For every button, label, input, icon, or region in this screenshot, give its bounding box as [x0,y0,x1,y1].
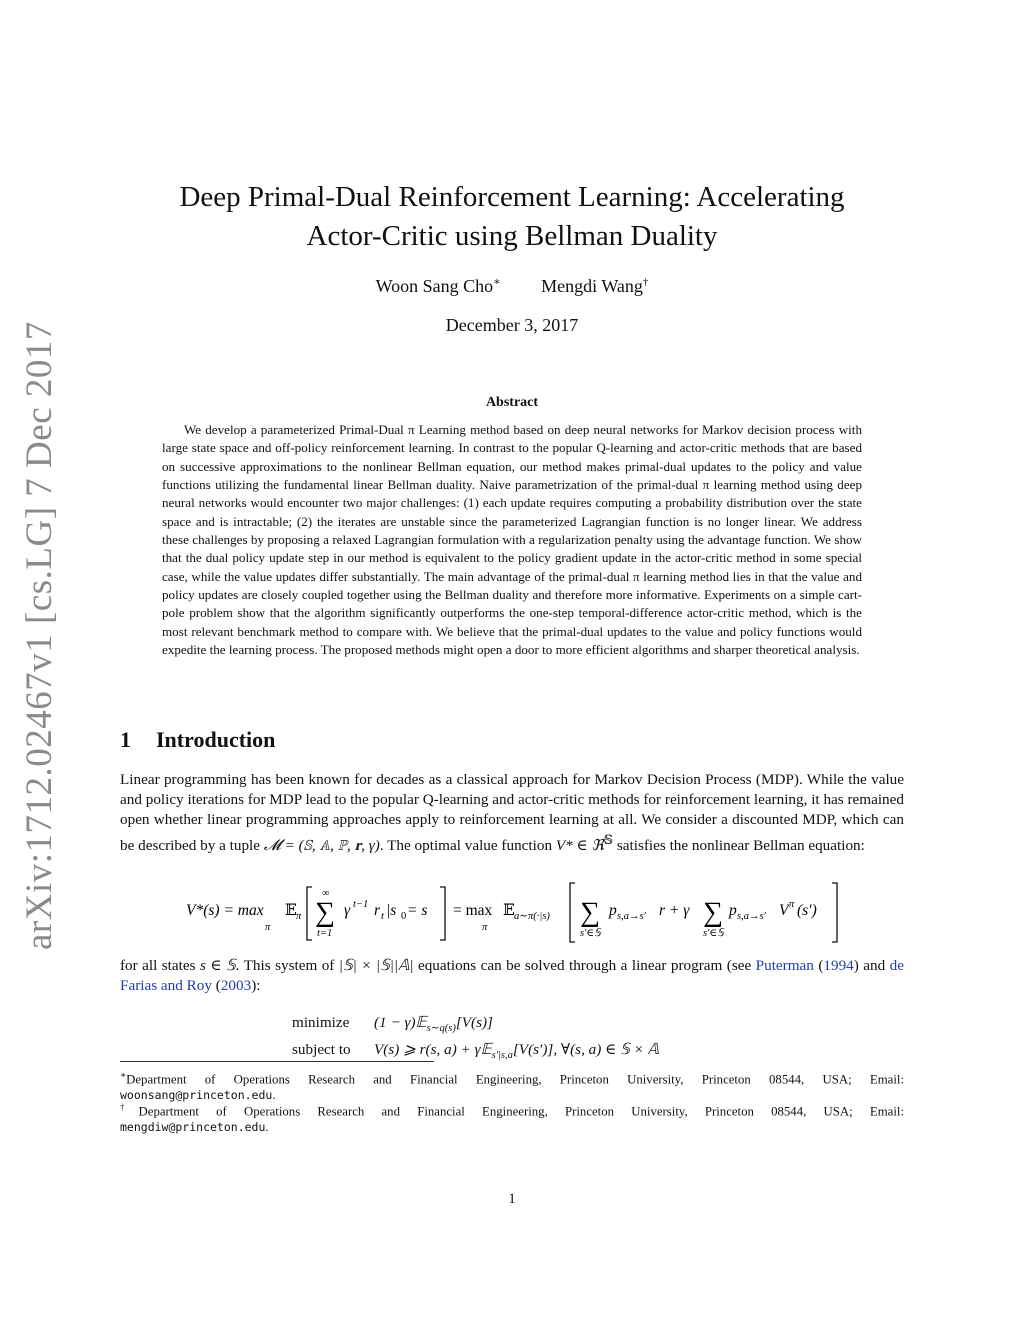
footnote-2-email[interactable]: mengdiw@princeton.edu [120,1120,266,1135]
intro-paragraph-1 [120,770,904,856]
footnote-1-mark: ∗ [120,1070,127,1080]
eq-right-bracket-1 [440,887,445,940]
intro-p2-text-1: for all states [120,957,200,974]
eq-sum-2-symbol: ∑ [580,897,600,928]
citation-puterman-year[interactable]: 1994 [823,957,854,974]
author-2-name: Mengdi Wang [541,276,643,296]
bellman-equation [120,880,904,944]
citation-defarias-author[interactable]: de Farias and Roy [120,957,904,994]
eq-lhs: V*(s) = max [186,902,264,919]
eq-left-bracket-1 [307,887,312,940]
intro-p2-text-4: ) and [853,957,890,974]
abstract-text: We develop a parameterized Primal-Dual π Learning method based on deep neural networks for Markov decision process with large state space and off-policy reinforcement learning. In contrast to the popular Q-learning and actor-critic methods that are based on successive approximations to the nonlinear Bellman equation, our method makes primal-dual updates to the policy and value functions utilizing the fundamental linear Bellman duality. Naive parametrization of the primal-dual π learning method using deep neural networks would encounter two major challenges: (1) each update requires computing a probability distribution over the state space and is intractable; (2) the iterates are unstable since the parameterized Lagrangian function is no longer linear. We address these challenges by proposing a relaxed Lagrangian formulation with a regularization penalty using the advantage function. We show that the dual policy update step in our method is equivalent to the policy gradient update in the actor-critic method in some special case, while the value updates differ substantially. The main advantage of the primal-dual π learning method lies in that the value and policy updates are closely coupled together using the Bellman duality and therefore more informative. Experiments on a simple cart-pole problem show that the algorithm significantly outperforms the one-step temporal-difference actor-critic method, which is the most relevant benchmark method to compare with. We believe that the primal-dual updates to the value and policy functions would expedite the learning process. The proposed methods might open a door to more efficient algorithms and sharper theoretical analysis. [162,422,862,658]
paper-date: December 3, 2017 [445,315,579,335]
intro-p1-text-2: . The optimal value function [379,837,556,855]
eq-prob-2: p [729,902,737,919]
eq-cond-end: = s [407,902,428,919]
optimal-value-sup: 𝕊 [603,832,614,847]
eq-prob-1: p [609,902,617,919]
eq-reward-sub: t [381,911,384,922]
optimal-value-math: V* ∈ ℜ [555,837,604,855]
eq-sum-2-bottom: s′∈𝕊 [580,928,601,939]
section-heading-introduction [120,727,275,753]
lp-objective-sub: s∼q(s) [426,1023,456,1035]
eq-expect-a: 𝔼 [503,902,515,919]
footnote-2: †Department of Operations Research and Financial Engineering, Princeton University, Princeton 08544, USA; Email: mengdiw@princeton.edu. [120,1099,904,1135]
eq-gamma-sup: t−1 [353,899,369,910]
footnote-divider [120,1061,434,1062]
state-set-math: s ∈ 𝕊 [199,957,236,974]
intro-paragraph-2: for all states s ∈ 𝕊. This system of |𝕊| × |𝕊||𝔸| equations can be solved through a linear program (see Puterman (1994) and de Farias and Roy (2003): [120,957,904,994]
page-number: 1 [508,1191,516,1207]
eq-max-2: = max [453,902,493,919]
eq-value: V [779,902,789,919]
author-2 [541,276,648,297]
citation-puterman-author[interactable]: Puterman [755,957,814,974]
eq-sum-top: ∞ [322,888,330,899]
intro-p1-text: Linear programming has been known for decades as a classical approach for Markov Decision Process (MDP). While the value and policy iterations for MDP lead to the popular Q-learning and actor-critic methods for reinforcement learning, it has remained open whether linear programming approaches apply to reinforcement learning at all. We consider a discounted MDP, which can be described by a tuple [120,771,904,855]
mdp-tuple-math: 𝓜 = (𝕊, 𝔸, ℙ, 𝐫, γ) [263,837,380,855]
intro-p1-text-3: satisfies the nonlinear Bellman equation: [613,837,865,855]
abstract-heading: Abstract [485,395,539,410]
eq-prob-1-sub: s,a→s′ [617,911,646,922]
section-number: 1 [120,727,131,752]
author-list [120,275,904,297]
author-2-footnote-mark[interactable]: † [642,276,649,288]
footnote-1-line [120,1067,904,1087]
lp-constraint-tail: [V(s′)], ∀(s, a) ∈ 𝕊 × 𝔸 [512,1041,659,1059]
eq-sum-3-bottom: s′∈𝕊 [703,928,724,939]
lp-constraint-sub: s′|s,a [491,1050,513,1062]
lp-subject-label: subject to [292,1041,351,1059]
footnote-1-email[interactable]: woonsang@princeton.edu [120,1088,273,1103]
eq-prob-2-sub: s,a→s′ [737,911,766,922]
eq-max-sub: π [265,922,271,933]
intro-p2-text-2: . This system of [235,957,339,974]
author-1 [376,275,501,297]
eq-r-plus-gamma: r + γ [659,902,690,919]
eq-max-2-sub: π [482,922,488,933]
citation-defarias-year[interactable]: 2003 [220,977,252,994]
intro-p2-text-3: equations can be solved through a linear program (see [413,957,756,974]
footnote-1-text: Department of Operations Research and Financial Engineering, Princeton University, Princeton 08544, USA; Email: [126,1072,904,1087]
title-line-1: Deep Primal-Dual Reinforcement Learning: Accelerating [179,181,845,213]
footnote-2-mark: † [120,1102,139,1112]
section-title: Introduction [156,727,276,752]
eq-gamma: γ [344,902,351,919]
eq-sum-bottom: t=1 [317,928,333,939]
footnote-2-text: Department of Operations Research and Financial Engineering, Princeton University, Princeton 08544, USA; Email: [138,1104,905,1119]
footnote-2-line [120,1099,904,1119]
lp-minimize-label: minimize [292,1014,350,1031]
eq-sum-symbol: ∑ [315,897,335,928]
lp-objective-tail: [V(s)] [455,1014,493,1031]
arxiv-identifier: arXiv:1712.02467v1 [cs.LG] 7 Dec 2017 [19,321,60,950]
footnote-1: ∗Department of Operations Research and Financial Engineering, Princeton University, Princeton 08544, USA; Email: woonsang@princeton.edu. [120,1067,904,1103]
title-line-2: Actor-Critic using Bellman Duality [306,220,718,252]
eq-expect-pi: 𝔼 [285,902,297,919]
eq-left-bracket-2 [570,883,575,942]
author-1-footnote-mark[interactable]: ∗ [493,276,501,288]
eq-reward: r [374,902,381,919]
eq-expect-a-sub: a∼π(·|s) [514,911,550,922]
equation-count-math: |𝕊| × |𝕊||𝔸| [338,957,414,974]
author-1-name: Woon Sang Cho [375,276,494,296]
linear-program [292,1012,659,1066]
eq-right-bracket-2 [832,883,837,942]
lp-objective-row [292,1012,659,1039]
eq-sum-3-symbol: ∑ [703,897,723,928]
eq-value-sup: π [789,899,795,910]
eq-cond-sub: 0 [401,911,407,922]
paper-title [120,178,904,256]
intro-p2-text-5: ): [251,977,261,994]
lp-constraint-expr: V(s) ⩾ r(s, a) + γ𝔼 [374,1041,492,1059]
eq-value-arg: (s′) [797,902,817,919]
eq-cond: |s [386,902,397,919]
eq-expect-pi-sub: π [296,911,302,922]
lp-constraint-row [292,1039,659,1066]
lp-objective-expr: (1 − γ)𝔼 [374,1014,427,1031]
